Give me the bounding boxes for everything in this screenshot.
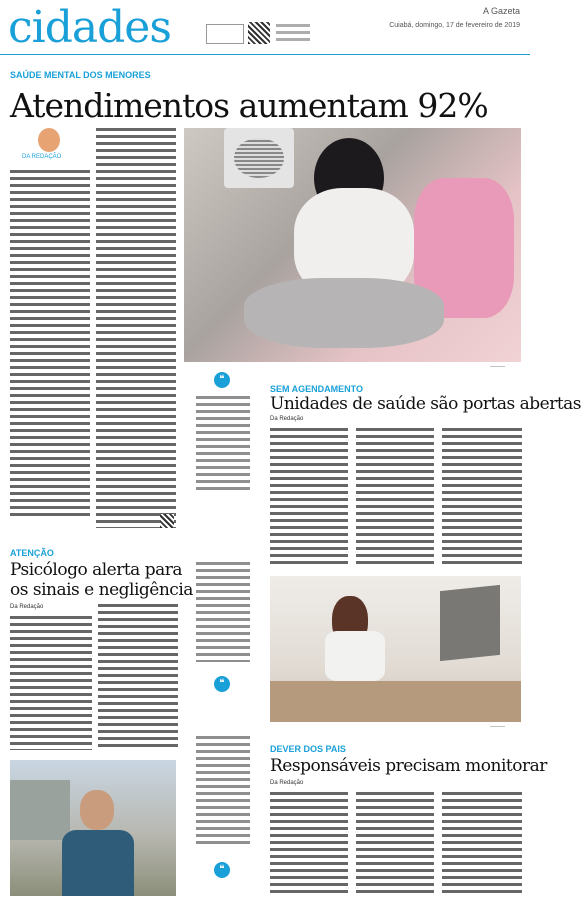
story2-kicker: SEM AGENDAMENTO (270, 384, 364, 394)
story3-headline-line2: os sinais e negligência (10, 580, 193, 600)
quote-icon: ❝ (214, 372, 230, 388)
story4-column-2 (356, 792, 434, 896)
pull-quote-2 (196, 562, 250, 662)
publication-name: A Gazeta (482, 6, 520, 16)
story2-column-2 (356, 428, 434, 568)
section-masthead: cidades (8, 2, 171, 53)
person-shirt (62, 830, 134, 896)
monitor-shape (440, 585, 500, 661)
main-photo (184, 128, 521, 362)
story2-column-1 (270, 428, 348, 568)
story2-headline: Unidades de saúde são portas abertas (270, 394, 581, 414)
story4-column-3 (442, 792, 522, 896)
person-head (80, 790, 114, 830)
story2-byline: Da Redação (270, 416, 304, 422)
main-text-column-2 (96, 128, 176, 528)
story3-kicker: ATENÇÃO (10, 548, 54, 558)
fan-grille (234, 138, 284, 178)
person-body (325, 631, 385, 681)
story4-byline: Da Redação (270, 780, 304, 786)
story4-column-1 (270, 792, 348, 896)
author-photo (38, 128, 60, 152)
psychologist-man-photo (10, 760, 176, 896)
story4-headline: Responsáveis precisam monitorar (270, 756, 547, 776)
app-promo-box (206, 24, 244, 44)
building-shape (10, 780, 70, 840)
qr-code-icon (248, 22, 270, 44)
main-headline: Atendimentos aumentam 92% (10, 86, 488, 125)
story3-headline-line1: Psicólogo alerta para (10, 560, 183, 580)
story3-column-2 (98, 604, 178, 750)
desk-shape (270, 681, 521, 722)
psychologist-photo (270, 576, 521, 722)
main-text-column-1 (10, 170, 90, 520)
app-promo-text (276, 24, 310, 42)
pull-quote-3 (196, 736, 250, 848)
photo-credit: ——— (490, 724, 505, 730)
story3-column-1 (10, 616, 92, 750)
qr-code-icon (160, 514, 174, 528)
quote-icon: ❝ (214, 862, 230, 878)
quote-icon: ❝ (214, 676, 230, 692)
story3-byline: Da Redação (10, 604, 44, 610)
dateline: Cuiabá, domingo, 17 de fevereiro de 2019 (389, 22, 520, 29)
story4-kicker: DEVER DOS PAIS (270, 744, 346, 754)
story2-column-3 (442, 428, 522, 568)
person-legs (244, 278, 444, 348)
pull-quote-1 (196, 396, 250, 491)
main-byline: DA REDAÇÃO (22, 154, 62, 160)
masthead-rule (0, 54, 530, 55)
main-kicker: SAÚDE MENTAL DOS MENORES (10, 70, 151, 80)
photo-credit: ——— (490, 364, 505, 370)
